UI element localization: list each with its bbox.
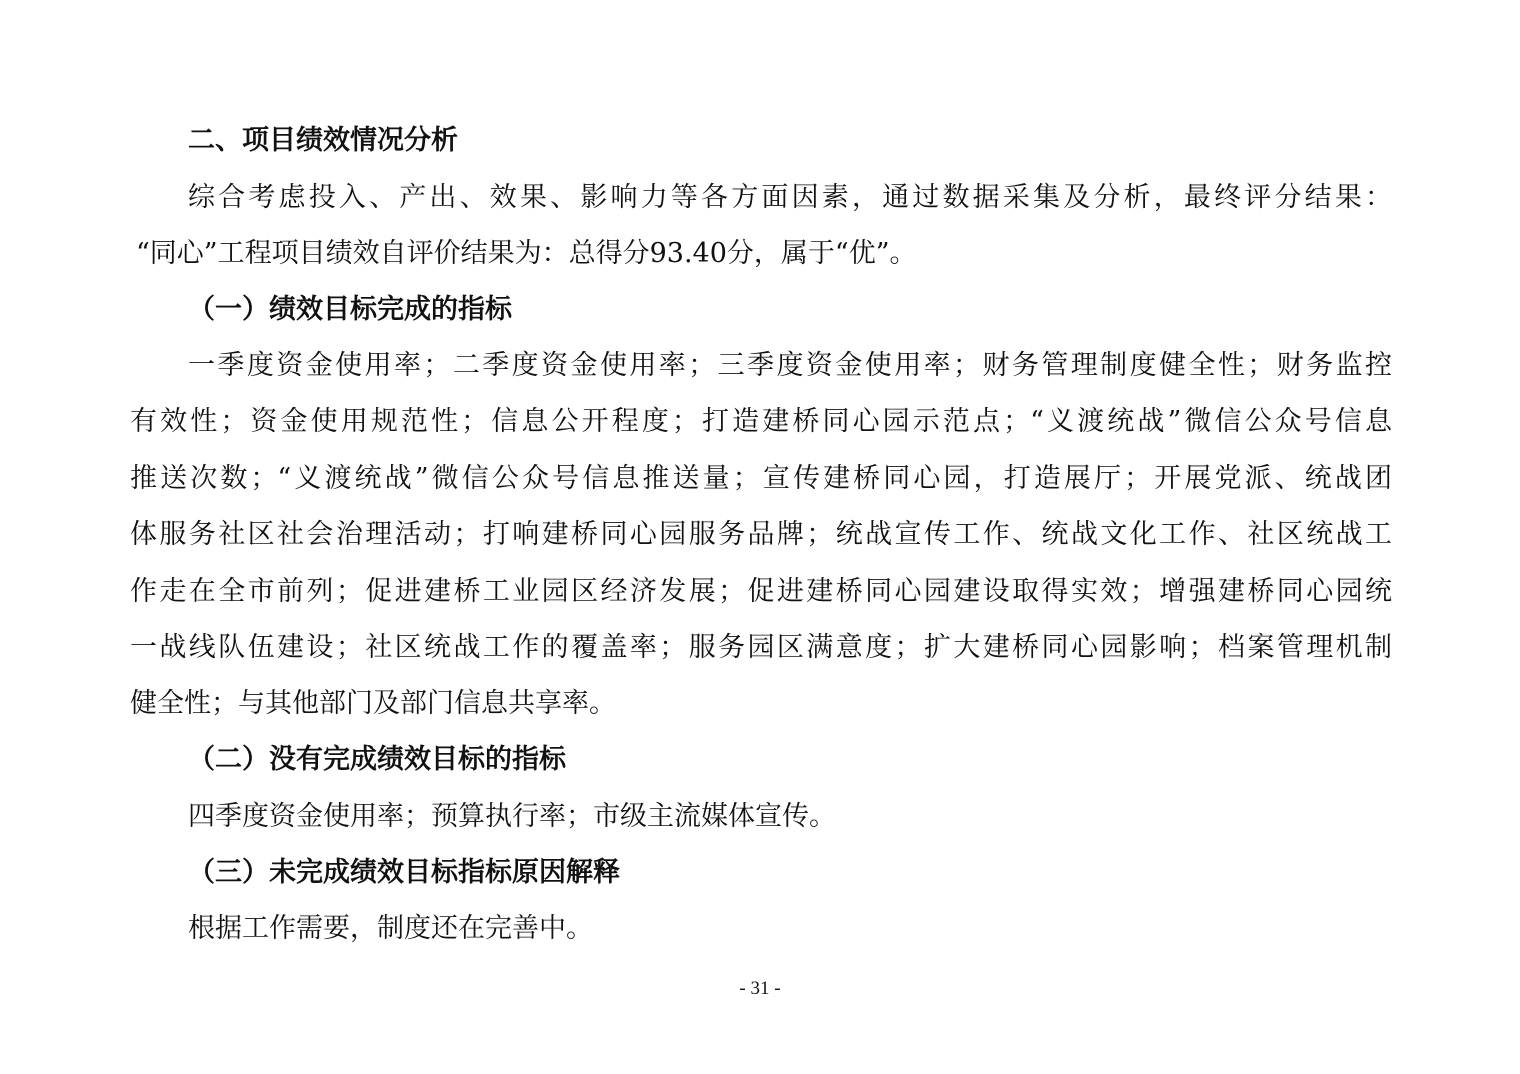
sub1-line-7: 健全性；与其他部门及部门信息共享率。 (130, 688, 616, 719)
sub1-line-6: 一战线队伍建设；社区统战工作的覆盖率；服务园区满意度；扩大建桥同心园影响；档案管理机制 (130, 632, 1392, 663)
subsection-2-heading: （二）没有完成绩效目标的指标 (188, 744, 566, 775)
intro-line-2: “同心”工程项目绩效自评价结果为：总得分93.40分，属于“优”。 (136, 238, 917, 269)
subsection-3-heading: （三）未完成绩效目标指标原因解释 (188, 857, 620, 888)
sub1-line-5: 作走在全市前列；促进建桥工业园区经济发展；促进建桥同心园建设取得实效；增强建桥同心园统 (130, 576, 1392, 607)
sub1-line-3: 推送次数；“义渡统战”微信公众号信息推送量；宣传建桥同心园，打造展厅；开展党派、统战团 (130, 463, 1392, 494)
sub1-line-4: 体服务社区社会治理活动；打响建桥同心园服务品牌；统战宣传工作、统战文化工作、社区统战工 (130, 519, 1392, 550)
sub1-line-2: 有效性；资金使用规范性；信息公开程度；打造建桥同心园示范点；“义渡统战”微信公众号信息 (130, 406, 1392, 437)
page-number: - 31 - (739, 978, 781, 999)
intro-line-1: 综合考虑投入、产出、效果、影响力等各方面因素，通过数据采集及分析，最终评分结果： (188, 182, 1392, 213)
section-heading: 二、项目绩效情况分析 (188, 125, 458, 156)
subsection-1-heading: （一）绩效目标完成的指标 (188, 294, 512, 325)
sub1-line-1: 一季度资金使用率；二季度资金使用率；三季度资金使用率；财务管理制度健全性；财务监控 (188, 350, 1392, 381)
sub2-text: 四季度资金使用率；预算执行率；市级主流媒体宣传。 (188, 801, 836, 832)
sub3-text: 根据工作需要，制度还在完善中。 (188, 913, 593, 944)
